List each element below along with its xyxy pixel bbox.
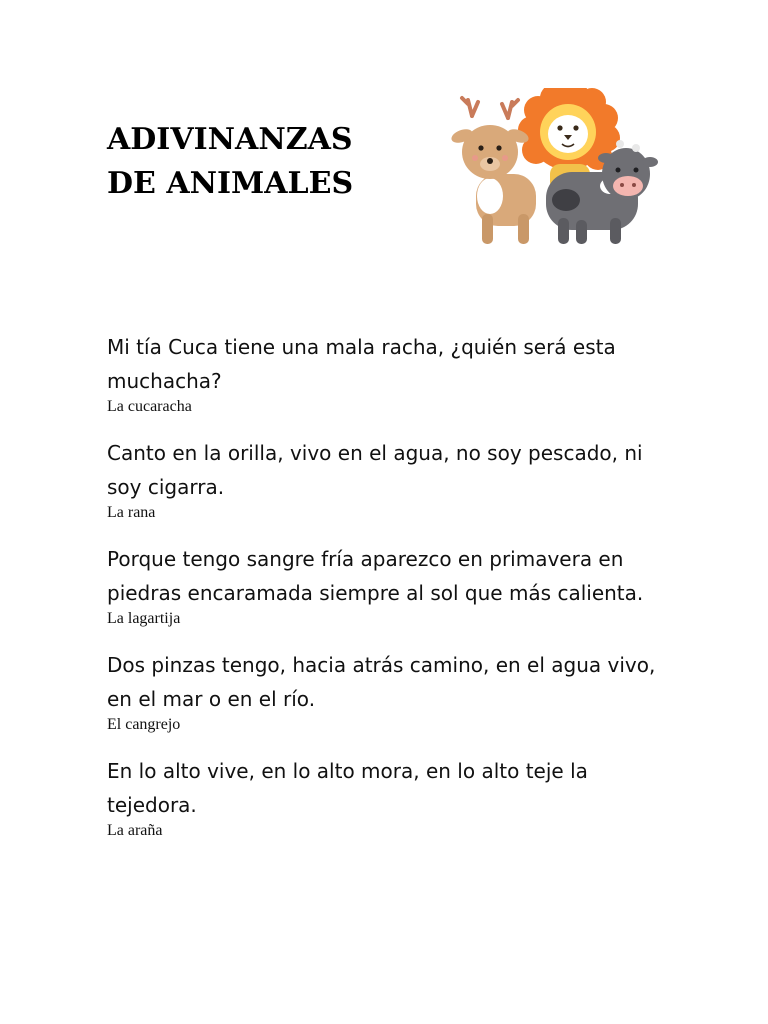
riddle-text: Porque tengo sangre fría aparezco en primavera en piedras encaramada siempre al sol que más calienta. <box>107 547 644 605</box>
animals-illustration <box>450 88 665 248</box>
riddle-answer: La lagartija <box>107 610 181 627</box>
riddle-item <box>107 436 677 522</box>
title-line-1: ADIVINANZAS <box>107 122 353 157</box>
riddle-text: Mi tía Cuca tiene una mala racha, ¿quién será esta muchacha? <box>107 335 616 393</box>
riddle-text: Canto en la orilla, vivo en el agua, no soy pescado, ni soy cigarra. <box>107 441 643 499</box>
riddle-item <box>107 542 677 628</box>
riddle-answer: La araña <box>107 822 163 839</box>
riddle-answer: La cucaracha <box>107 398 192 415</box>
riddle-item <box>107 754 677 840</box>
page-title <box>107 118 353 206</box>
riddle-text: En lo alto vive, en lo alto mora, en lo alto teje la tejedora. <box>107 759 588 817</box>
title-line-2: DE ANIMALES <box>107 166 354 201</box>
riddle-answer: El cangrejo <box>107 716 181 733</box>
riddle-item <box>107 330 677 416</box>
riddle-answer: La rana <box>107 504 156 521</box>
riddle-item <box>107 648 677 734</box>
riddle-text: Dos pinzas tengo, hacia atrás camino, en el agua vivo, en el mar o en el río. <box>107 653 656 711</box>
